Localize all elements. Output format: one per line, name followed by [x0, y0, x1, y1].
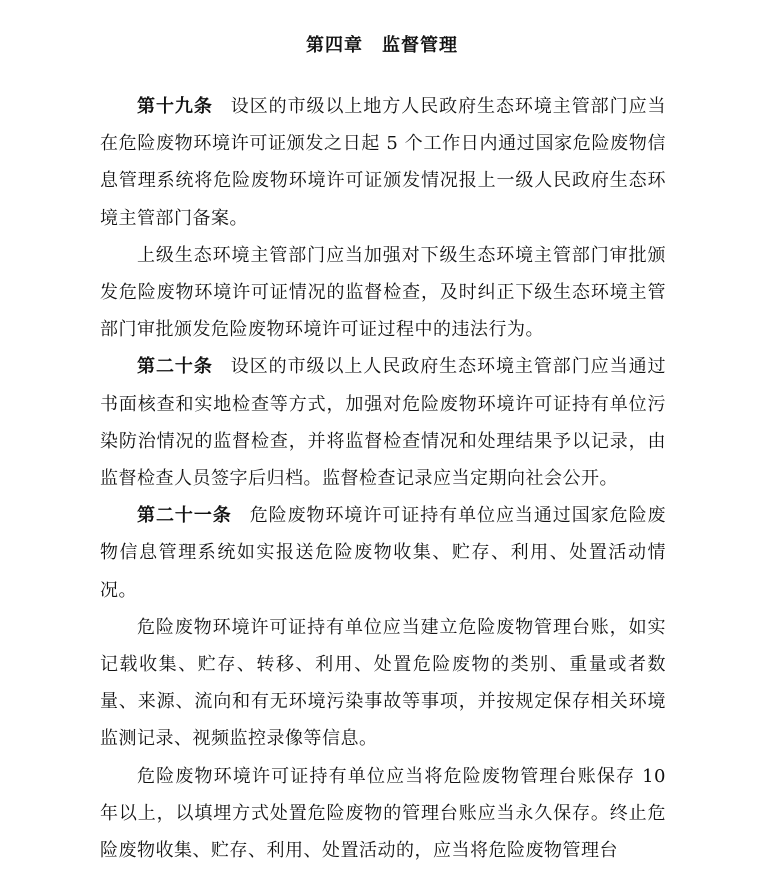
- article-number: 第十九条: [137, 96, 213, 117]
- paragraph-text: 设区的市级以上地方人民政府生态环境主管部门应当在危险废物环境许可证颁发之日起 5 个工作日内通过国家危险废物信息管理系统将危险废物环境许可证颁发情况报上一级人民政府生态环境主管部门备案。: [100, 96, 667, 229]
- chapter-title: 第四章 监督管理: [306, 35, 458, 56]
- article-number: 第二十条: [137, 356, 213, 378]
- article-number: 第二十一条: [137, 505, 232, 527]
- document-body: [100, 88, 666, 869]
- paragraph-text: 设区的市级以上人民政府生态环境主管部门应当通过书面核查和实地检查等方式，加强对危险废物环境许可证持有单位污染防治情况的监督检查，并将监督检查情况和处理结果予以记录，由监督检查人员签字后归档。监督检查记录应当定期向社会公开。: [100, 356, 667, 490]
- article-19-paragraph: [100, 88, 666, 237]
- article-21-paragraph-3: [100, 758, 666, 870]
- paragraph-text: 危险废物环境许可证持有单位应当建立危险废物管理台账，如实记载收集、贮存、转移、利用、处置危险废物的类别、重量或者数量、来源、流向和有无环境污染事故等事项，并按规定保存相关环境监测记录、视频监控录像等信息。: [100, 616, 666, 750]
- paragraph-text: 上级生态环境主管部门应当加强对下级生态环境主管部门审批颁发危险废物环境许可证情况的监督检查，及时纠正下级生态环境主管部门审批颁发危险废物环境许可证过程中的违法行为。: [100, 244, 666, 341]
- paragraph-text: 危险废物环境许可证持有单位应当将危险废物管理台账保存 10 年以上，以填埋方式处置危险废物的管理台账应当永久保存。终止危险废物收集、贮存、利用、处置活动的，应当将危险废物管理台: [100, 765, 666, 862]
- article-21-paragraph-2: [100, 609, 666, 758]
- article-21-paragraph: [100, 497, 666, 609]
- article-19-paragraph-2: [100, 237, 666, 349]
- paragraph-text: 危险废物环境许可证持有单位应当通过国家危险废物信息管理系统如实报送危险废物收集、贮存、利用、处置活动情况。: [100, 505, 667, 601]
- article-20-paragraph: [100, 348, 666, 497]
